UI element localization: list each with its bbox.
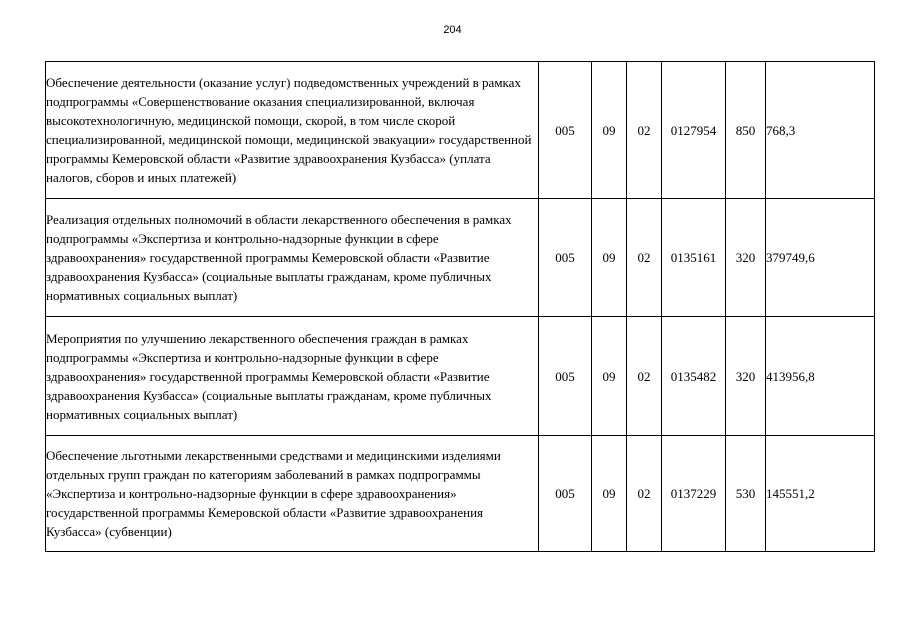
row-expense-type: 320	[726, 317, 766, 436]
row-section-code: 09	[592, 62, 627, 199]
row-amount: 379749,6	[766, 199, 875, 317]
row-subsection-code: 02	[627, 62, 662, 199]
table-row	[46, 317, 875, 436]
row-target-article: 0135161	[662, 199, 726, 317]
row-section-code: 09	[592, 436, 627, 552]
table-row	[46, 62, 875, 199]
row-description: Обеспечение деятельности (оказание услуг) подведомственных учреждений в рамках подпрограммы «Совершенствование оказания специализированной, включая высокотехнологичную, медицинской помощи, скорой, в том числе скорой специализированной, медицинской помощи, медицинской эвакуации» государственной программы Кемеровской области «Развитие здравоохранения Кузбасса» (уплата налогов, сборов и иных платежей)	[46, 62, 539, 199]
row-subsection-code: 02	[627, 317, 662, 436]
row-expense-type: 320	[726, 199, 766, 317]
row-expense-type: 850	[726, 62, 766, 199]
row-grbs-code: 005	[539, 436, 592, 552]
table-row	[46, 436, 875, 552]
table-row	[46, 199, 875, 317]
row-target-article: 0127954	[662, 62, 726, 199]
page-number: 204	[443, 24, 462, 36]
row-target-article: 0135482	[662, 317, 726, 436]
row-grbs-code: 005	[539, 199, 592, 317]
row-description: Реализация отдельных полномочий в области лекарственного обеспечения в рамках подпрограммы «Экспертиза и контрольно-надзорные функции в сфере здравоохранения» государственной программы Кемеровской области «Развитие здравоохранения Кузбасса» (социальные выплаты гражданам, кроме публичных нормативных социальных выплат)	[46, 199, 539, 317]
row-grbs-code: 005	[539, 62, 592, 199]
row-description: Мероприятия по улучшению лекарственного обеспечения граждан в рамках подпрограммы «Экспертиза и контрольно-надзорные функции в сфере здравоохранения» государственной программы Кемеровской области «Развитие здравоохранения Кузбасса» (социальные выплаты гражданам, кроме публичных нормативных социальных выплат)	[46, 317, 539, 436]
row-expense-type: 530	[726, 436, 766, 552]
budget-table	[45, 61, 875, 552]
row-amount: 413956,8	[766, 317, 875, 436]
row-subsection-code: 02	[627, 199, 662, 317]
row-amount: 768,3	[766, 62, 875, 199]
row-section-code: 09	[592, 317, 627, 436]
row-amount: 145551,2	[766, 436, 875, 552]
row-section-code: 09	[592, 199, 627, 317]
row-grbs-code: 005	[539, 317, 592, 436]
row-subsection-code: 02	[627, 436, 662, 552]
row-target-article: 0137229	[662, 436, 726, 552]
row-description: Обеспечение льготными лекарственными средствами и медицинскими изделиями отдельных групп граждан по категориям заболеваний в рамках подпрограммы «Экспертиза и контрольно-надзорные функции в сфере здравоохранения» государственной программы Кемеровской области «Развитие здравоохранения Кузбасса» (субвенции)	[46, 436, 539, 552]
